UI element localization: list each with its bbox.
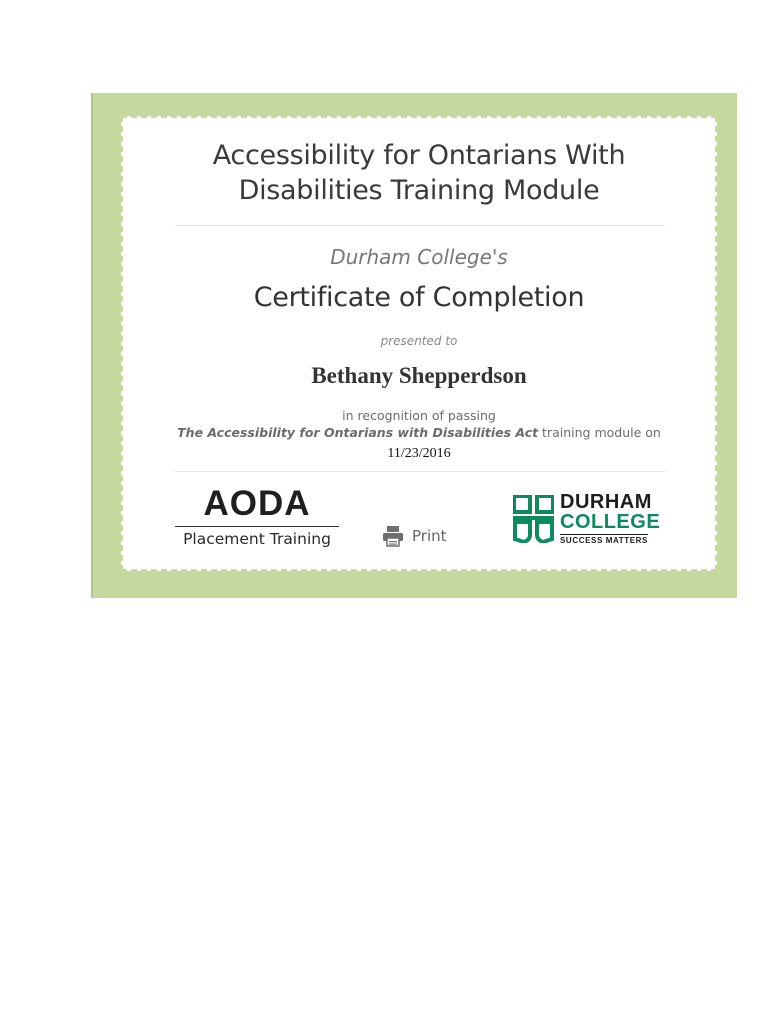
durham-college-shield-icon xyxy=(513,495,554,543)
aoda-logo-rule xyxy=(175,526,339,527)
certificate-body xyxy=(121,116,717,571)
presented-to-label: presented to xyxy=(380,334,458,348)
aoda-logo-title: AODA xyxy=(203,484,311,523)
printer-icon xyxy=(382,525,404,547)
module-suffix: training module on xyxy=(538,425,661,440)
college-name: Durham College's xyxy=(330,245,508,269)
durham-college-logo-line-2: COLLEGE xyxy=(560,511,661,533)
durham-college-logo-line-1: DURHAM xyxy=(560,491,652,513)
recognition-text: in recognition of passing xyxy=(342,408,496,423)
aoda-logo xyxy=(175,484,339,550)
heading-line-2: Disabilities Training Module xyxy=(238,175,600,206)
heading-line-1: Accessibility for Ontarians With xyxy=(212,140,626,171)
certificate-frame xyxy=(91,93,737,598)
print-button[interactable] xyxy=(382,525,447,547)
completion-date: 11/23/2016 xyxy=(387,446,451,461)
act-name: The Accessibility for Ontarians with Disabilities Act xyxy=(177,425,539,440)
recipient-name: Bethany Shepperdson xyxy=(311,363,527,388)
certificate-heading xyxy=(123,138,715,208)
aoda-logo-subtitle: Placement Training xyxy=(183,530,331,548)
bottom-divider xyxy=(175,471,665,472)
certificate-title: Certificate of Completion xyxy=(253,282,585,313)
top-divider xyxy=(175,225,665,226)
durham-college-logo xyxy=(513,491,661,545)
durham-college-tagline: SUCCESS MATTERS xyxy=(560,536,648,545)
print-label: Print xyxy=(412,527,447,545)
module-line xyxy=(123,425,715,440)
